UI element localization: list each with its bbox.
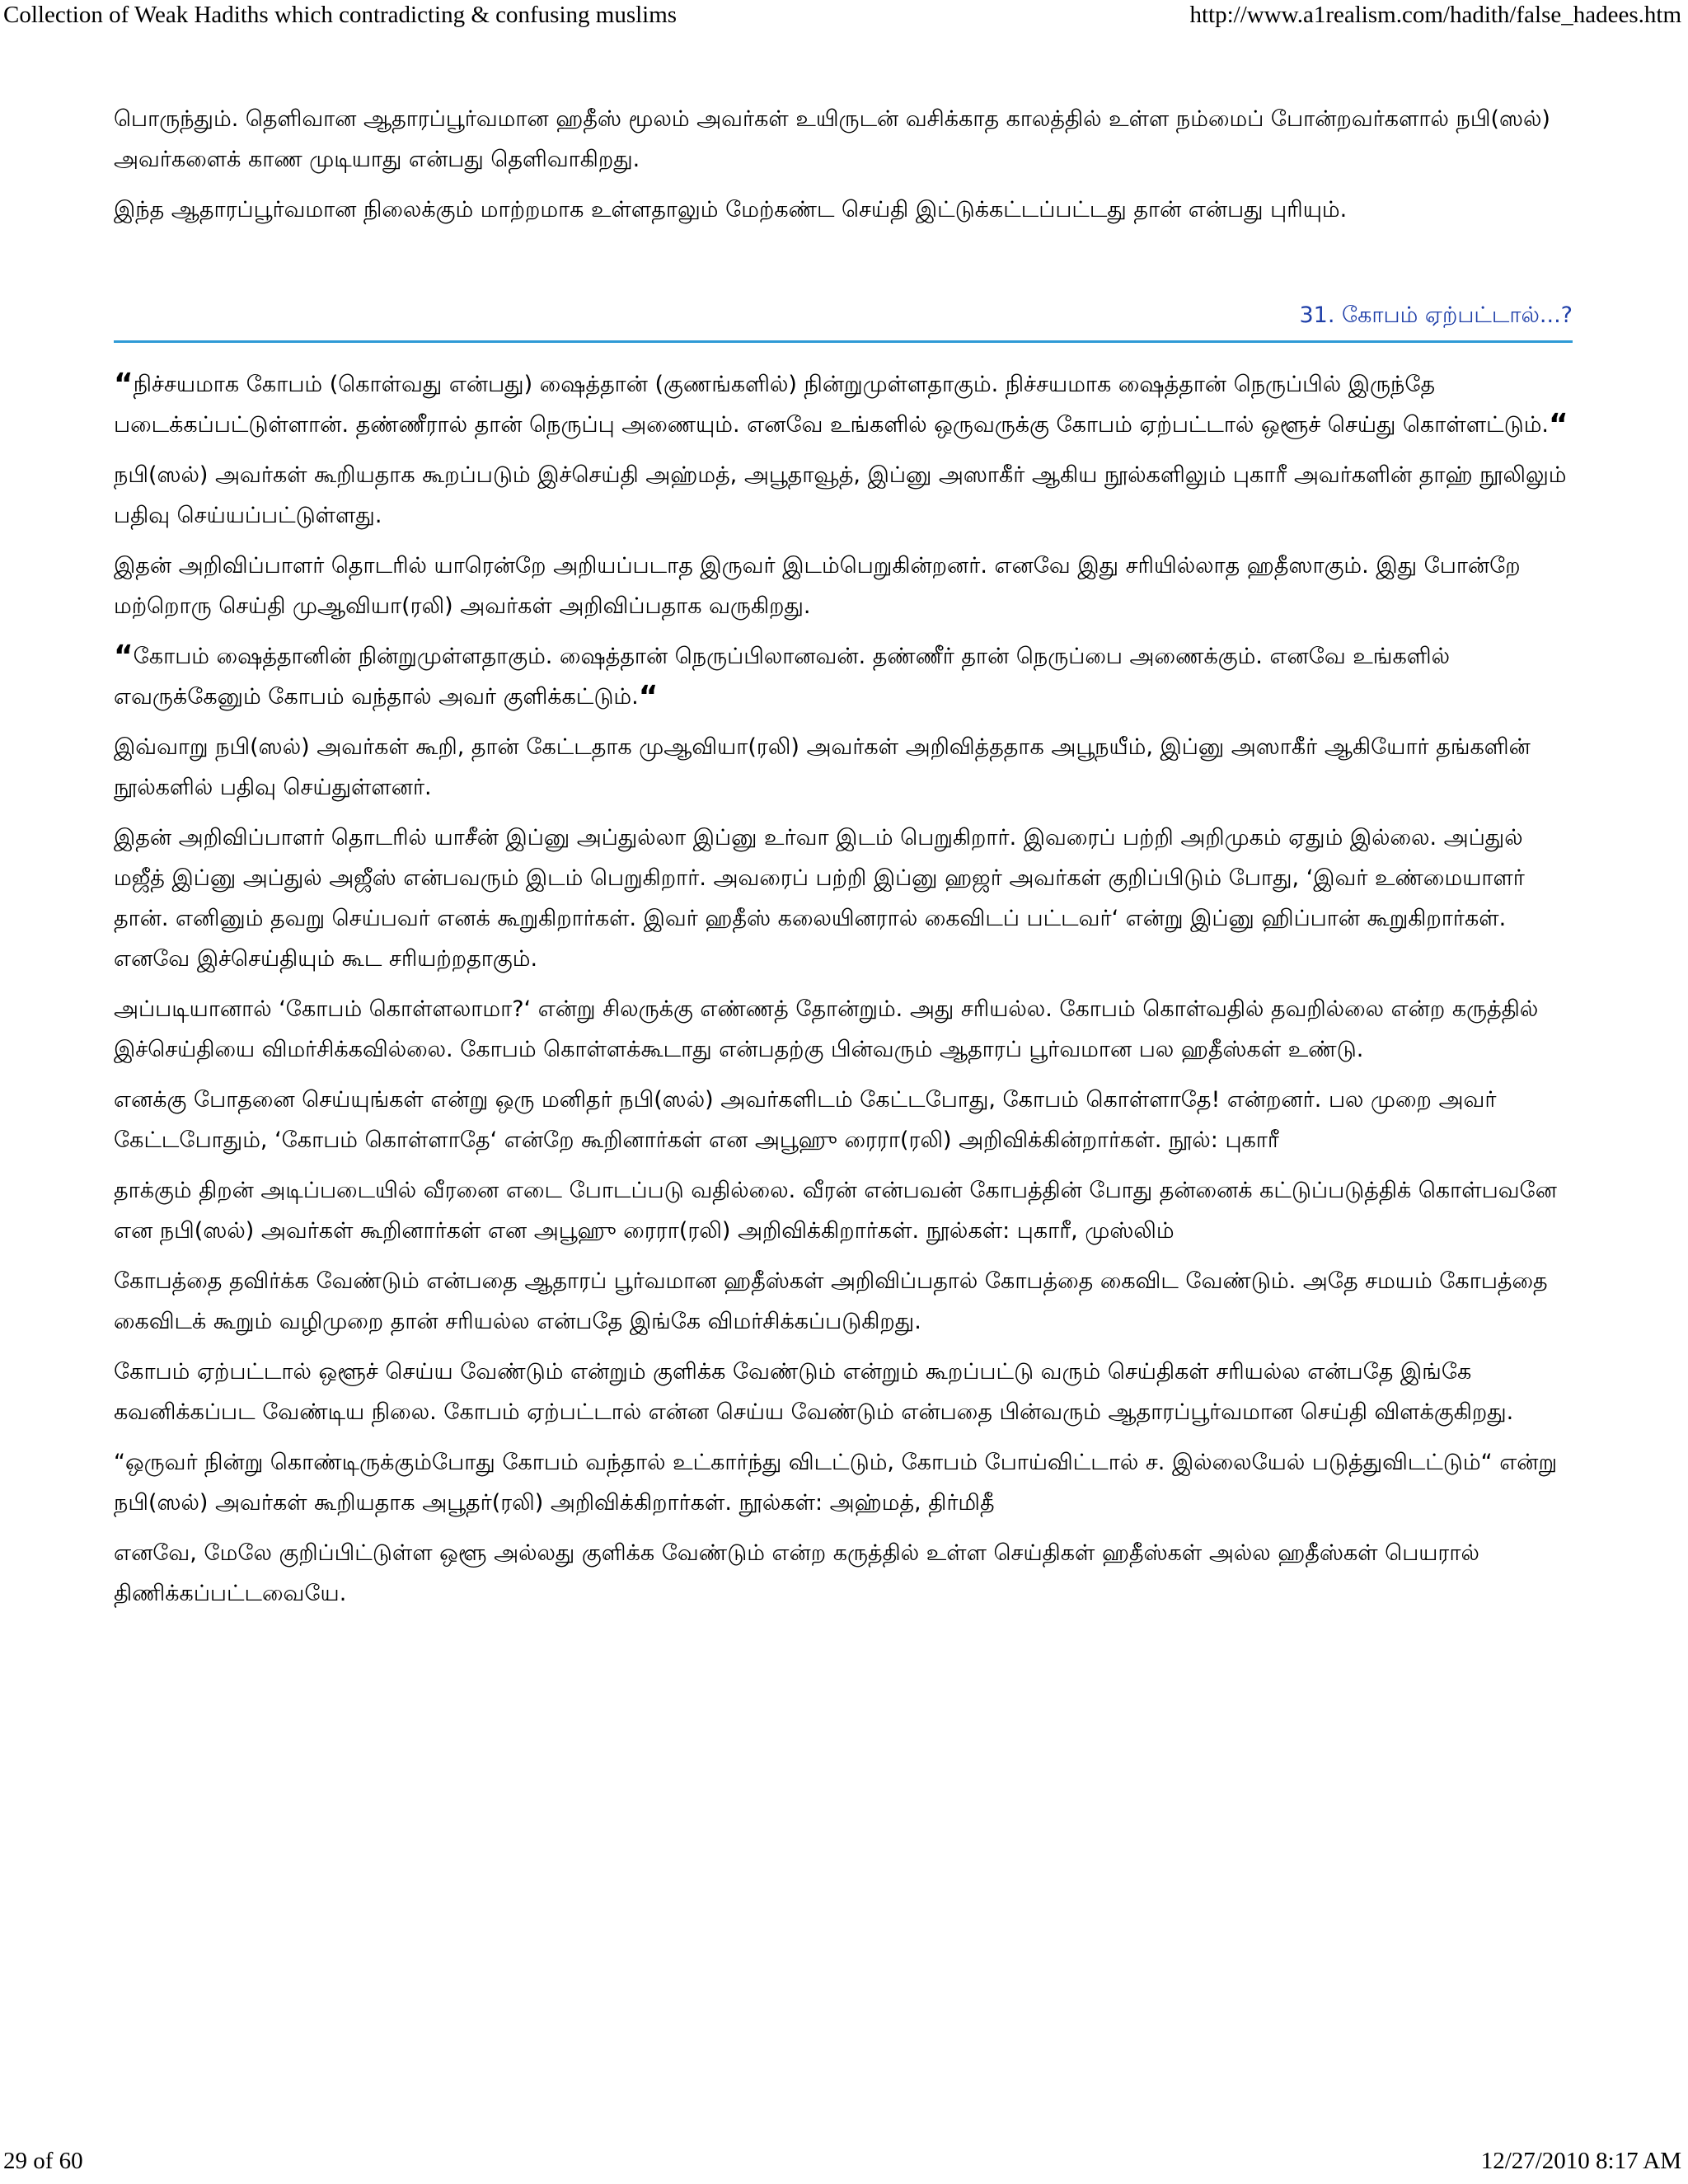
section-heading: 31. கோபம் ஏற்பட்டால்...? [1299, 302, 1573, 328]
document-title: Collection of Weak Hadiths which contradicting & confusing muslims [3, 2, 678, 28]
paragraph: அப்படியானால் ‘கோபம் கொள்ளலாமா?‘ என்று சிலருக்கு எண்ணத் தோன்றும். அது சரியல்ல. கோபம் கொள்வதில் தவறில்லை என்ற கருத்தில் இச்செய்தியை விமர்சிக்கவில்லை. கோபம் கொள்ளக்கூடாது என்பதற்கு பின்வரும் ஆதாரப் பூர்வமான பல ஹதீஸ்கள் உண்டு. [114, 996, 1539, 1062]
section-divider [114, 340, 1573, 343]
paragraph: இவ்வாறு நபி(ஸல்) அவர்கள் கூறி, தான் கேட்டதாக முஆவியா(ரலி) அவர்கள் அறிவித்ததாக அபூநயீம், இப்னு அஸாகீர் ஆகியோர் தங்களின் நூல்களில் பதிவு செய்துள்ளனர். [114, 734, 1531, 800]
paragraph: எனக்கு போதனை செய்யுங்கள் என்று ஒரு மனிதர் நபி(ஸல்) அவர்களிடம் கேட்டபோது, கோபம் கொள்ளாதே! என்றனர். பல முறை அவர் கேட்டபோதும், ‘கோபம் கொள்ளாதே‘ என்றே கூறினார்கள் என அபூஹு ரைரா(ரலி) அறிவிக்கின்றார்கள். நூல்: புகாரீ [114, 1087, 1497, 1153]
print-header [0, 2, 1688, 35]
paragraph: கோபத்தை தவிர்க்க வேண்டும் என்பதை ஆதாரப் பூர்வமான ஹதீஸ்கள் அறிவிப்பதால் கோபத்தை கைவிட வேண்டும். அதே சமயம் கோபத்தை கைவிடக் கூறும் வழிமுறை தான் சரியல்ல என்பதே இங்கே விமர்சிக்கப்படுகிறது. [114, 1268, 1548, 1334]
article-body [114, 99, 1573, 1624]
intro-paragraph: பொருந்தும். தெளிவான ஆதாரப்பூர்வமான ஹதீஸ் மூலம் அவர்கள் உயிருடன் வசிக்காத காலத்தில் உள்ள நம்மைப் போன்றவர்களால் நபி(ஸல்) அவர்களைக் காண முடியாது என்பது தெளிவாகிறது. [114, 106, 1550, 172]
page-url: http://www.a1realism.com/hadith/false_hadees.htm [1189, 2, 1681, 28]
paragraph: இதன் அறிவிப்பாளர் தொடரில் யாசீன் இப்னு அப்துல்லா இப்னு உர்வா இடம் பெறுகிறார். இவரைப் பற்றி அறிமுகம் ஏதும் இல்லை. அப்துல் மஜீத் இப்னு அப்துல் அஜீஸ் என்பவரும் இடம் பெறுகிறார். அவரைப் பற்றி இப்னு ஹஜர் அவர்கள் குறிப்பிடும் போது, ‘இவர் உண்மையாளர் தான். எனினும் தவறு செய்பவர் எனக் கூறுகிறார்கள். இவர் ஹதீஸ் கலையினரால் கைவிடப் பட்டவர்‘ என்று இப்னு ஹிப்பான் கூறுகிறார்கள். எனவே இச்செய்தியும் கூட சரியற்றதாகும். [114, 825, 1525, 972]
paragraph: எனவே, மேலே குறிப்பிட்டுள்ள ஒளூ அல்லது குளிக்க வேண்டும் என்ற கருத்தில் உள்ள செய்திகள் ஹதீஸ்கள் அல்ல ஹதீஸ்கள் பெயரால் திணிக்கப்பட்டவையே. [114, 1540, 1479, 1606]
paragraph: கோபம் ஏற்பட்டால் ஒளூச் செய்ய வேண்டும் என்றும் குளிக்க வேண்டும் என்றும் கூறப்பட்டு வரும் செய்திகள் சரியல்ல என்பதே இங்கே கவனிக்கப்பட வேண்டிய நிலை. கோபம் ஏற்பட்டால் என்ன செய்ய வேண்டும் என்பதை பின்வரும் ஆதாரப்பூர்வமான செய்தி விளக்குகிறது. [114, 1359, 1514, 1425]
paragraph: நபி(ஸல்) அவர்கள் கூறியதாக கூறப்படும் இச்செய்தி அஹ்மத், அபூதாவூத், இப்னு அஸாகீர் ஆகிய நூல்களிலும் புகாரீ அவர்களின் தாஹ் நூலிலும் பதிவு செய்யப்பட்டுள்ளது. [114, 462, 1567, 528]
page-number: 29 of 60 [3, 2148, 83, 2174]
print-footer [0, 2148, 1688, 2181]
hadith-quote: “ நிச்சயமாக கோபம் (கொள்வது என்பது) ஷைத்தான் (குணங்களில்) நின்றுமுள்ளதாகும். நிச்சயமாக ஷைத்தான் நெருப்பில் இருந்தே படைக்கப்பட்டுள்ளான். தண்ணீரால் தான் நெருப்பு அணையும். எனவே உங்களில் ஒருவருக்கு கோபம் ஏற்பட்டால் ஒளூச் செய்து கொள்ளட்டும். “ [114, 364, 1573, 445]
intro-paragraph: இந்த ஆதாரப்பூர்வமான நிலைக்கும் மாற்றமாக உள்ளதாலும் மேற்கண்ட செய்தி இட்டுக்கட்டப்பட்டது தான் என்பது புரியும். [114, 197, 1348, 223]
hadith-quote: “ஒருவர் நின்று கொண்டிருக்கும்போது கோபம் வந்தால் உட்கார்ந்து விடட்டும், கோபம் போய்விட்டால் ச. இல்லையேல் படுத்துவிடட்டும்“ என்று நபி(ஸல்) அவர்கள் கூறியதாக அபூதர்(ரலி) அறிவிக்கிறார்கள். நூல்கள்: அஹ்மத், திர்மிதீ [114, 1450, 1558, 1516]
hadith-quote: “ கோபம் ஷைத்தானின் நின்றுமுள்ளதாகும். ஷைத்தான் நெருப்பிலானவன். தண்ணீர் தான் நெருப்பை அணைக்கும். எனவே உங்களில் எவருக்கேனும் கோபம் வந்தால் அவர் குளிக்கட்டும். “ [114, 636, 1573, 717]
paragraph: தாக்கும் திறன் அடிப்படையில் வீரனை எடை போடப்படு வதில்லை. வீரன் என்பவன் கோபத்தின் போது தன்னைக் கட்டுப்படுத்திக் கொள்பவனே என நபி(ஸல்) அவர்கள் கூறினார்கள் என அபூஹு ரைரா(ரலி) அறிவிக்கிறார்கள். நூல்கள்: புகாரீ, முஸ்லிம் [114, 1178, 1557, 1244]
print-datetime: 12/27/2010 8:17 AM [1480, 2148, 1681, 2174]
paragraph: இதன் அறிவிப்பாளர் தொடரில் யாரென்றே அறியப்படாத இருவர் இடம்பெறுகின்றனர். எனவே இது சரியில்லாத ஹதீஸாகும். இது போன்றே மற்றொரு செய்தி முஆவியா(ரலி) அவர்கள் அறிவிப்பதாக வருகிறது. [114, 553, 1521, 619]
